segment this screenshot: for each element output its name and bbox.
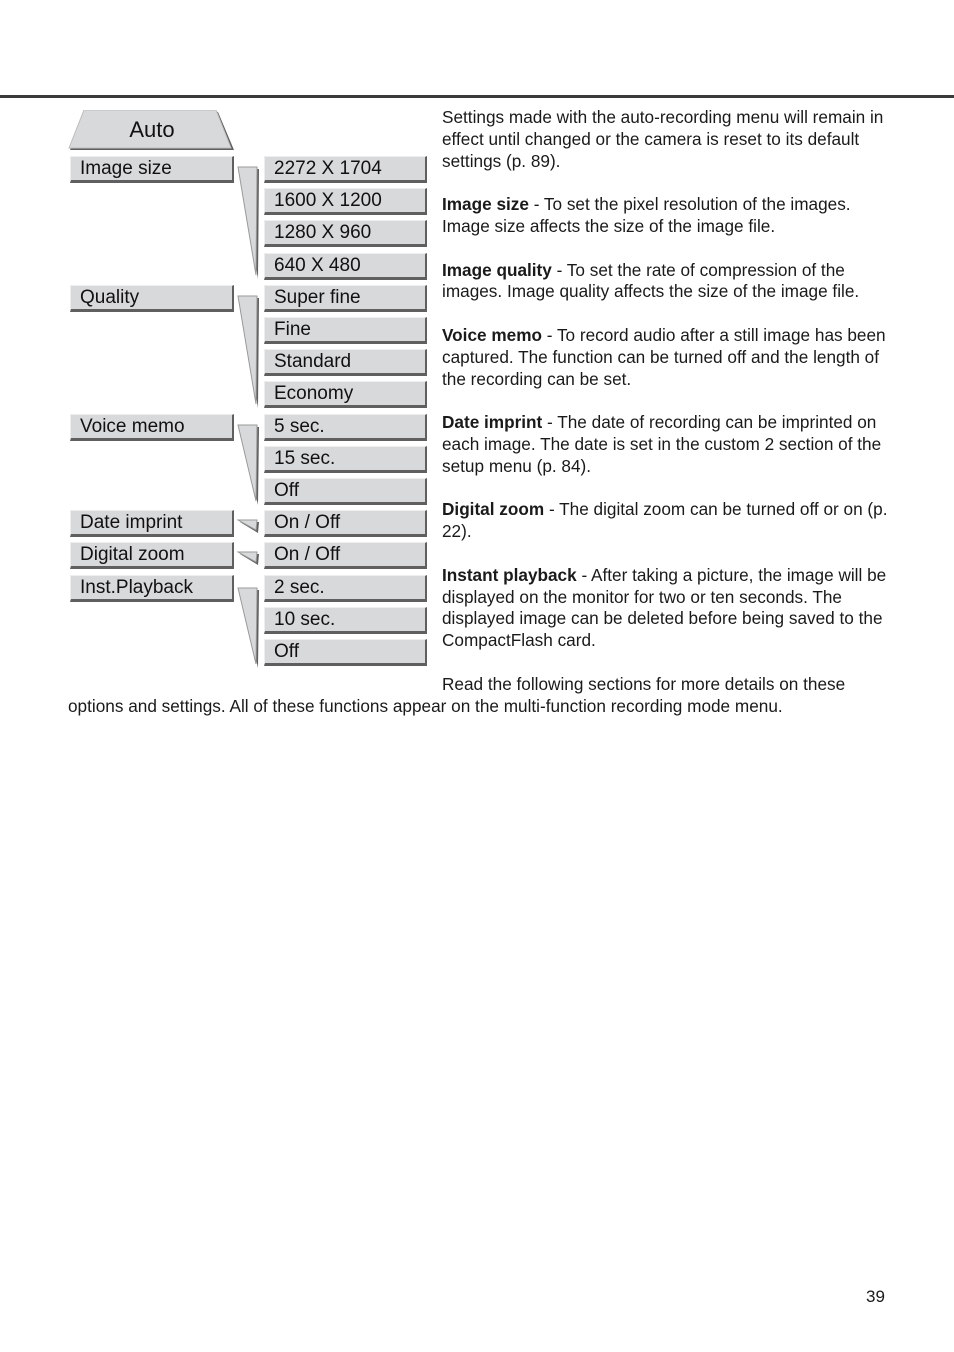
description: - To set the rate of compression of the images. Image quality affects the size of the image file. [442, 259, 860, 302]
auto-menu-diagram [0, 0, 440, 680]
option-box: Super fine [264, 285, 427, 312]
intro-paragraph: Settings made with the auto-recording menu will remain in effect until changed or the camera is reset to its default settings (p. 89). [442, 107, 884, 171]
option-box: 2272 X 1704 [264, 156, 427, 183]
closing-paragraph [68, 674, 898, 718]
paragraph-voice-memo [442, 325, 892, 390]
fan-pointer-icon [237, 586, 261, 670]
option-box: Economy [264, 381, 427, 408]
option-box: Off [264, 639, 427, 666]
auto-tab-label: Auto [129, 117, 175, 142]
description: - The digital zoom can be turned off or on (p. 22). [442, 499, 888, 542]
option-box: Off [264, 478, 427, 505]
option-box: 640 X 480 [264, 253, 427, 280]
option-box: 1600 X 1200 [264, 188, 427, 215]
arrow-pointer-icon [237, 517, 261, 535]
term: Image quality [442, 259, 552, 280]
paragraph-image-quality [442, 260, 892, 304]
term: Instant playback [442, 564, 577, 585]
fan-pointer-icon [237, 165, 261, 281]
auto-tab [68, 110, 236, 152]
description-column [442, 107, 892, 674]
description: - The date of recording can be imprinted on each image. The date is set in the custom 2 section of the setup menu (p. 84). [442, 412, 882, 476]
paragraph-digital-zoom [442, 499, 892, 543]
term: Digital zoom [442, 499, 545, 520]
description: - To set the pixel resolution of the images. Image size affects the size of the image file. [442, 194, 851, 236]
menu-item-quality: Quality [70, 285, 234, 312]
option-box: 15 sec. [264, 446, 427, 473]
paragraph-date-imprint [442, 412, 892, 477]
paragraph-image-size [442, 194, 892, 238]
option-box: 2 sec. [264, 575, 427, 602]
paragraph-instant-playback [442, 565, 892, 652]
term: Image size [442, 194, 529, 215]
description: - After taking a picture, the image will be displayed on the monitor for two or ten seconds. The displayed image can be deleted before being saved to the CompactFlash card. [442, 564, 887, 651]
menu-item-digital-zoom: Digital zoom [70, 542, 234, 569]
menu-item-voice-memo: Voice memo [70, 414, 234, 441]
fan-pointer-icon [237, 294, 261, 410]
menu-item-date-imprint: Date imprint [70, 510, 234, 537]
fan-pointer-icon [237, 423, 261, 507]
term: Date imprint [442, 412, 543, 433]
option-box: 5 sec. [264, 414, 427, 441]
closing-line-2: options and settings. All of these functions appear on the multi-function recording mode menu. [68, 695, 783, 716]
option-box: On / Off [264, 542, 427, 569]
closing-line-1: Read the following sections for more details on these [442, 674, 846, 694]
page-number: 39 [866, 1287, 885, 1306]
menu-item-image-size: Image size [70, 156, 234, 183]
option-box: Standard [264, 349, 427, 376]
term: Voice memo [442, 324, 542, 345]
option-box: 10 sec. [264, 607, 427, 634]
option-box: 1280 X 960 [264, 220, 427, 247]
description: - To record audio after a still image has been captured. The function can be turned off and the length of the recording can be set. [442, 324, 886, 389]
option-box: Fine [264, 317, 427, 344]
menu-item-inst-playback: Inst.Playback [70, 575, 234, 602]
arrow-pointer-icon [237, 549, 261, 567]
option-box: On / Off [264, 510, 427, 537]
